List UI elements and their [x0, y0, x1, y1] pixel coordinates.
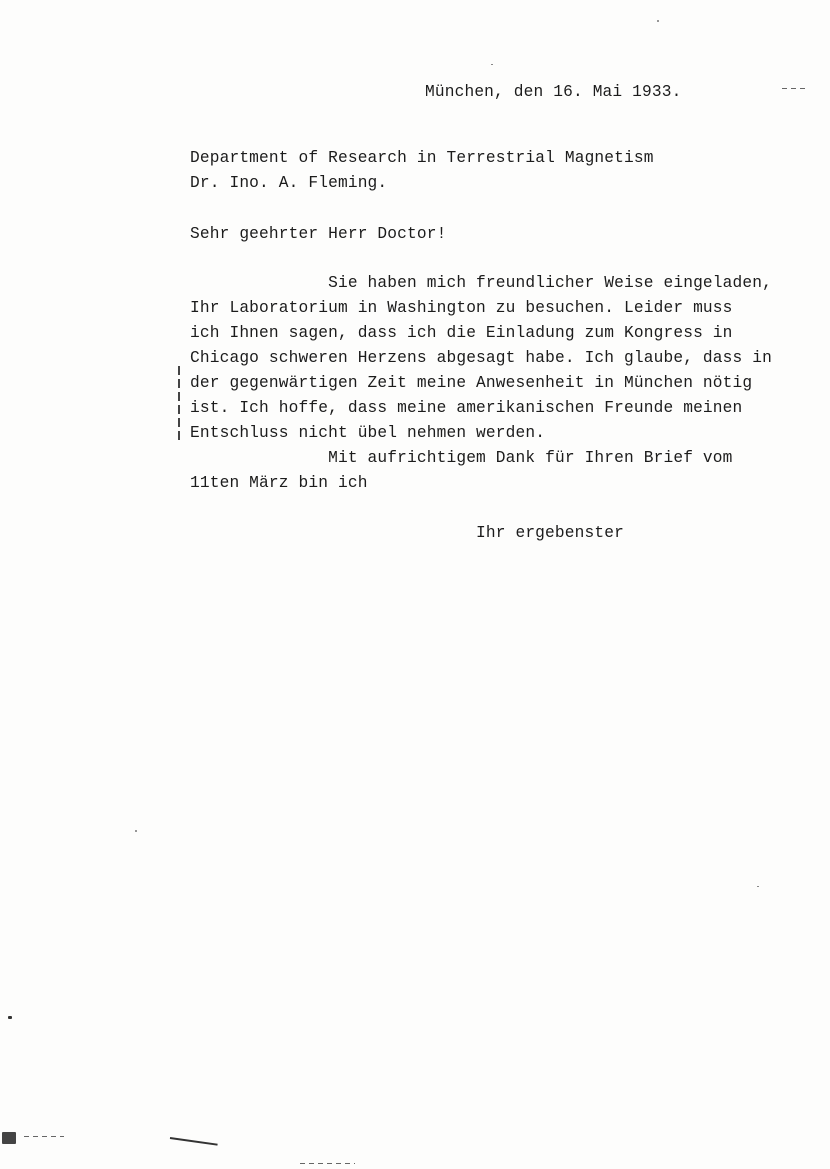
scan-speck: [300, 1163, 355, 1164]
date-line: München, den 16. Mai 1933.: [425, 83, 682, 101]
body-line: Entschluss nicht übel nehmen werden.: [190, 424, 546, 442]
body-line: der gegenwärtigen Zeit meine Anwesenheit in München nötig: [190, 374, 753, 392]
closing: Ihr ergebenster: [476, 524, 624, 542]
scan-speck: [24, 1136, 64, 1137]
scan-speck: [657, 20, 659, 22]
salutation: Sehr geehrter Herr Doctor!: [190, 225, 447, 243]
body-line: Sie haben mich freundlicher Weise eingeladen,: [190, 274, 772, 292]
body-line: ist. Ich hoffe, dass meine amerikanischen Freunde meinen: [190, 399, 743, 417]
scan-speck: [2, 1132, 16, 1144]
scan-speck: [782, 88, 808, 89]
scan-speck: [8, 1016, 12, 1019]
scan-speck: [491, 64, 493, 65]
recipient-institution: Department of Research in Terrestrial Magnetism: [190, 149, 654, 167]
margin-mark: [178, 366, 180, 444]
body-line: ich Ihnen sagen, dass ich die Einladung zum Kongress in: [190, 324, 733, 342]
scan-speck: [170, 1137, 218, 1146]
recipient-name: Dr. Ino. A. Fleming.: [190, 174, 388, 192]
scan-speck: [757, 886, 759, 887]
body-line: Mit aufrichtigem Dank für Ihren Brief vom: [190, 449, 733, 467]
scan-speck: [135, 830, 137, 832]
body-line: Ihr Laboratorium in Washington zu besuchen. Leider muss: [190, 299, 733, 317]
body-line: Chicago schweren Herzens abgesagt habe. Ich glaube, dass in: [190, 349, 772, 367]
body-line: 11ten März bin ich: [190, 474, 368, 492]
